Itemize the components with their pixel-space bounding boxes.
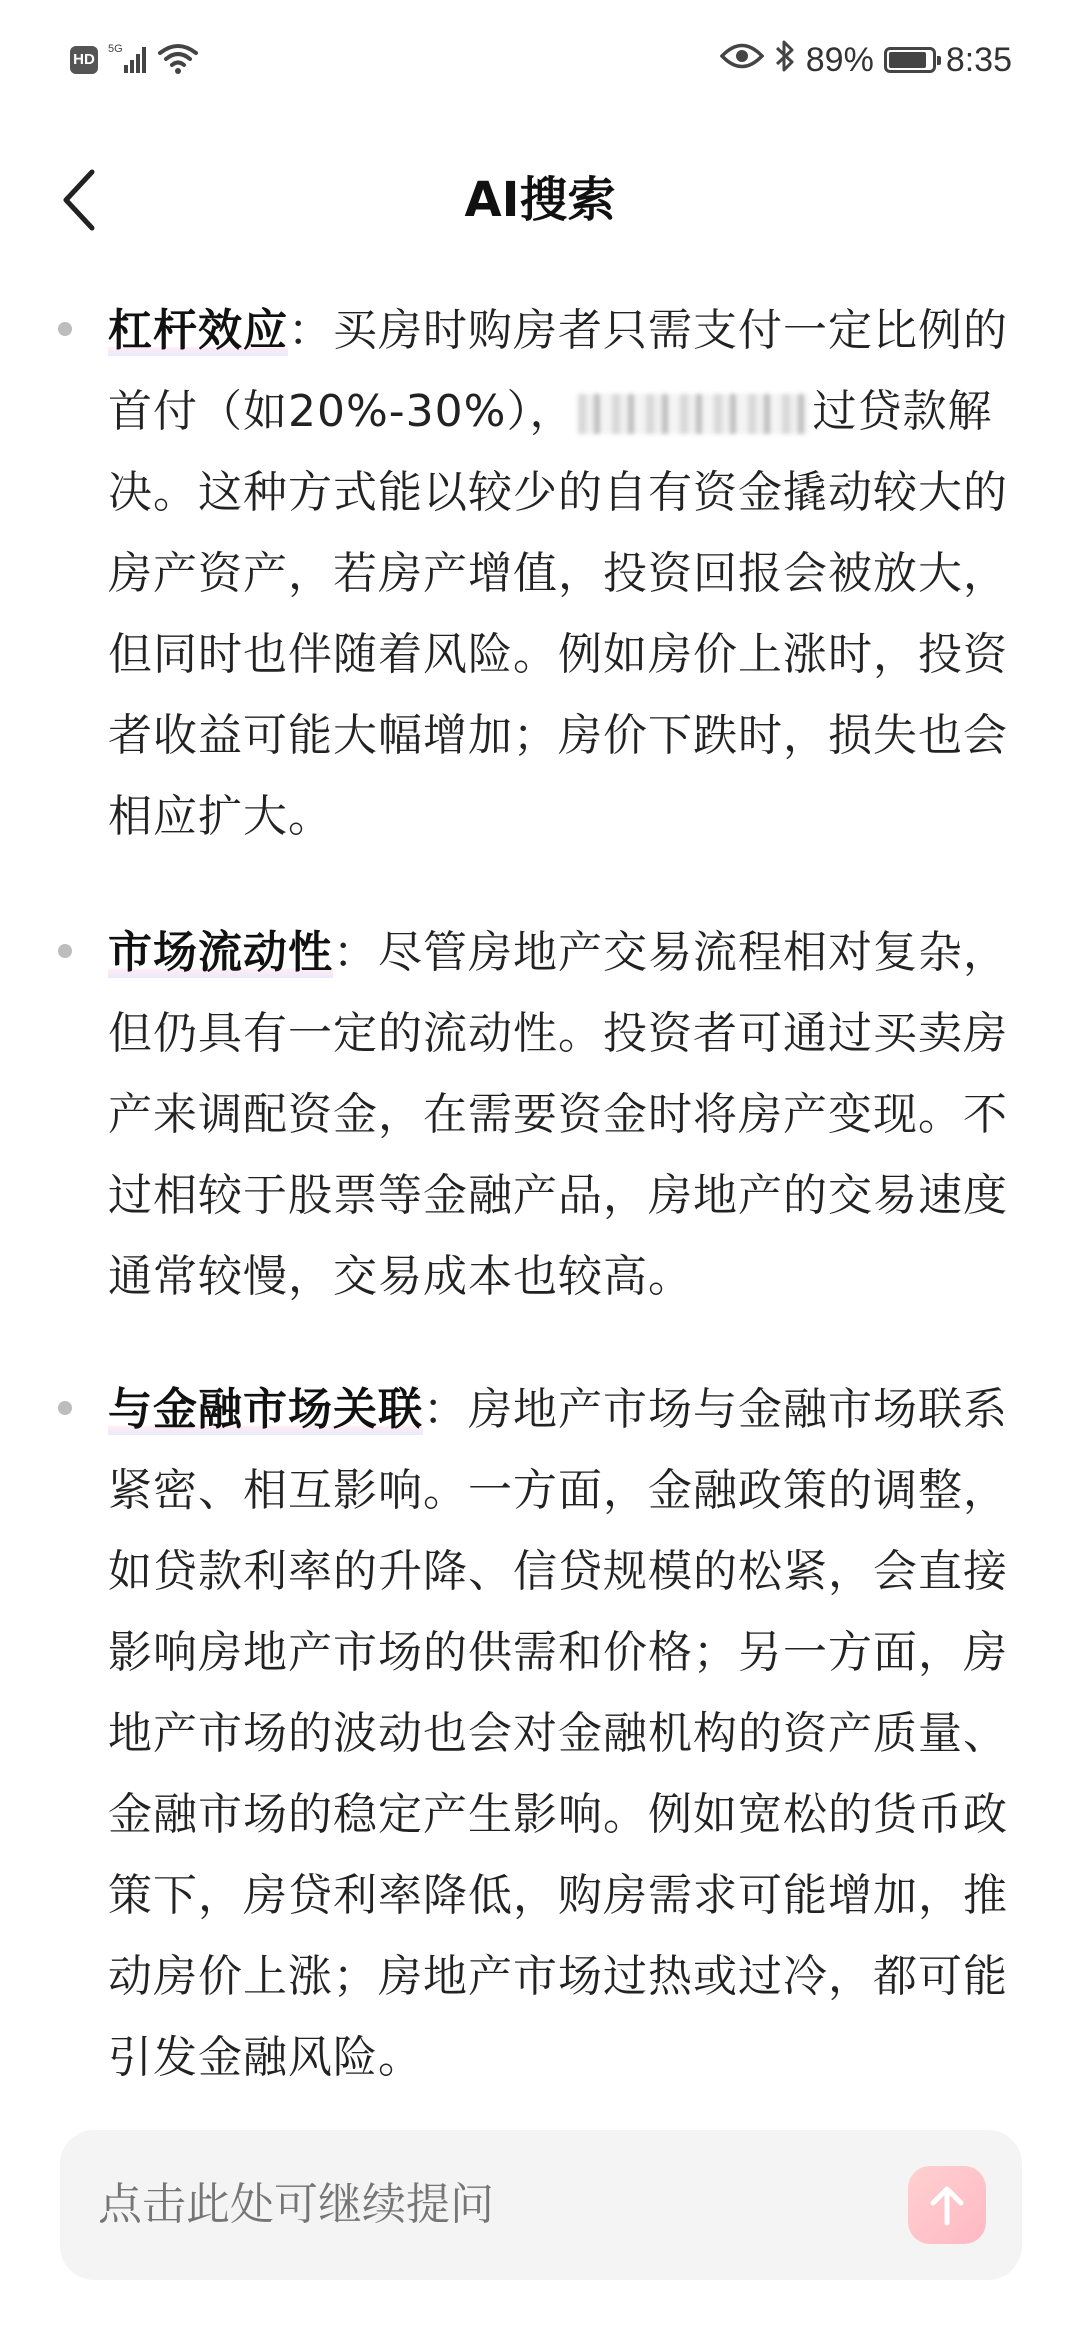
term-separator: ： [333, 927, 378, 978]
battery-icon [884, 47, 936, 73]
term-liquidity: 市场流动性 [108, 927, 333, 978]
answer-content [0, 290, 1080, 2098]
item-body: 尽管房地产交易流程相对复杂，但仍具有一定的流动性。投资者可通过买卖房产来调配资金，在需要资金时将房产变现。不过相较于股票等金融产品，房地产的交易速度通常较慢，交易成本也较高。 [108, 927, 1008, 1302]
wifi-icon [158, 41, 198, 80]
list-item [0, 912, 1080, 1317]
arrow-up-icon [927, 2183, 967, 2227]
list-item [0, 1369, 1080, 2098]
status-right [720, 36, 1012, 84]
bullet-dot [58, 1401, 72, 1415]
hd-badge: HD [70, 46, 98, 74]
signal-icon [108, 41, 148, 80]
bullet-dot [58, 322, 72, 336]
clock: 8:35 [945, 40, 1012, 79]
ask-bar[interactable] [60, 2130, 1022, 2280]
battery-level-fill [889, 52, 926, 68]
item-body: 房地产市场与金融市场联系紧密、相互影响。一方面，金融政策的调整，如贷款利率的升降、信贷规模的松紧，会直接影响房地产市场的供需和价格；另一方面，房地产市场的波动也会对金融机构的资产质量、金融市场的稳定产生影响。例如宽松的货币政策下，房贷利率降低，购房需求可能增加，推动房价上涨；房地产市场过热或过冷，都可能引发金融风险。 [108, 1384, 1008, 2083]
list-item [0, 290, 1080, 857]
battery-percent: 89% [805, 40, 874, 79]
term-separator: ： [288, 305, 333, 356]
list-item-text [108, 912, 1020, 1317]
redacted-text [578, 394, 808, 434]
bullet-dot [58, 944, 72, 958]
question-input[interactable] [98, 2130, 858, 2280]
page-title: AI搜索 [464, 172, 616, 228]
term-financial-link: 与金融市场关联 [108, 1384, 423, 1435]
item-body: 过贷款解决。这种方式能以较少的自有资金撬动较大的房产资产，若房产增值，投资回报会被放大，但同时也伴随着风险。例如房价上涨时，投资者收益可能大幅增加；房价下跌时，损失也会相应扩大。 [108, 386, 1008, 842]
list-item-text [108, 1369, 1020, 2098]
term-separator: ： [423, 1384, 468, 1435]
network-type: 5G [108, 42, 123, 55]
list-item-text [108, 290, 1020, 857]
status-left [70, 38, 198, 82]
header [0, 140, 1080, 260]
status-bar [0, 0, 1080, 120]
bluetooth-icon [774, 38, 796, 83]
send-button[interactable] [908, 2166, 986, 2244]
term-leverage: 杠杆效应 [108, 305, 288, 356]
eye-icon [720, 41, 764, 80]
item-body: 买房时购房者只需支付一定比例的首付（如20%-30%）， [108, 305, 1008, 437]
